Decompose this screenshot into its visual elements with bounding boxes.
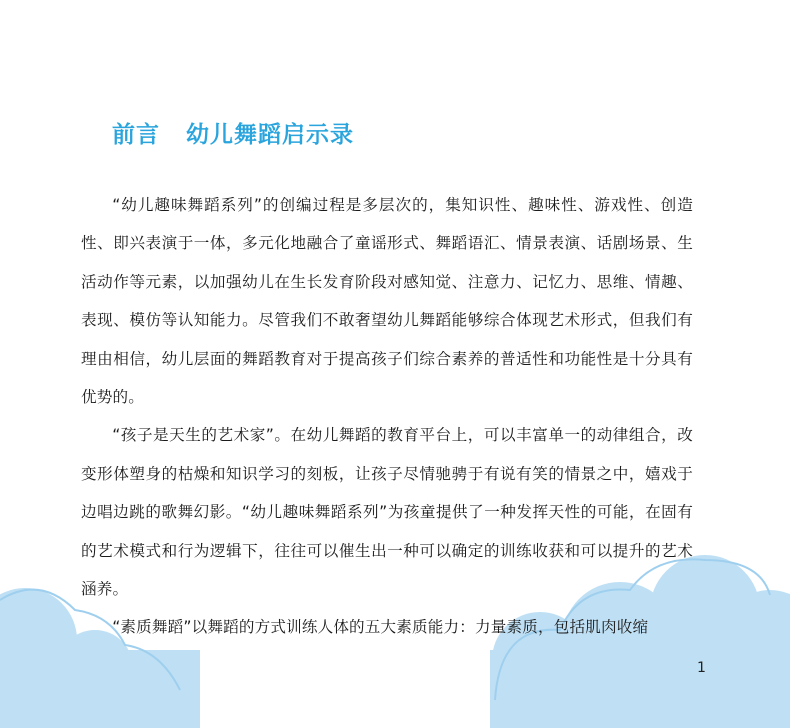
title-label: 前言 (112, 122, 160, 148)
title-text: 幼儿舞蹈启示录 (186, 122, 354, 148)
body-text (81, 186, 693, 647)
cloud-left-base (0, 650, 200, 728)
cloud-right-base (490, 650, 790, 728)
page-title (112, 116, 354, 149)
paragraph: “素质舞蹈”以舞蹈的方式训练人体的五大素质能力：力量素质，包括肌肉收缩 (112, 618, 649, 637)
page-number: 1 (697, 660, 706, 676)
paragraph: “幼儿趣味舞蹈系列”的创编过程是多层次的，集知识性、趣味性、游戏性、创造性、即兴表演于一体，多元化地融合了童谣形式、舞蹈语汇、情景表演、话剧场景、生活动作等元素，以加强幼儿在生长发育阶段对感知觉、注意力、记忆力、思维、情趣、表现、模仿等认知能力。尽管我们不敢奢望幼儿舞蹈能够综合体现艺术形式，但我们有理由相信，幼儿层面的舞蹈教育对于提高孩子们综合素养的普适性和功能性是十分具有优势的。 (81, 196, 693, 407)
paragraph: “孩子是天生的艺术家”。在幼儿舞蹈的教育平台上，可以丰富单一的动律组合，改变形体塑身的枯燥和知识学习的刻板，让孩子尽情驰骋于有说有笑的情景之中，嬉戏于边唱边跳的歌舞幻影。“幼儿趣味舞蹈系列”为孩童提供了一种发挥天性的可能，在固有的艺术模式和行为逻辑下，往往可以催生出一种可以确定的训练收获和可以提升的艺术涵养。 (81, 426, 693, 599)
